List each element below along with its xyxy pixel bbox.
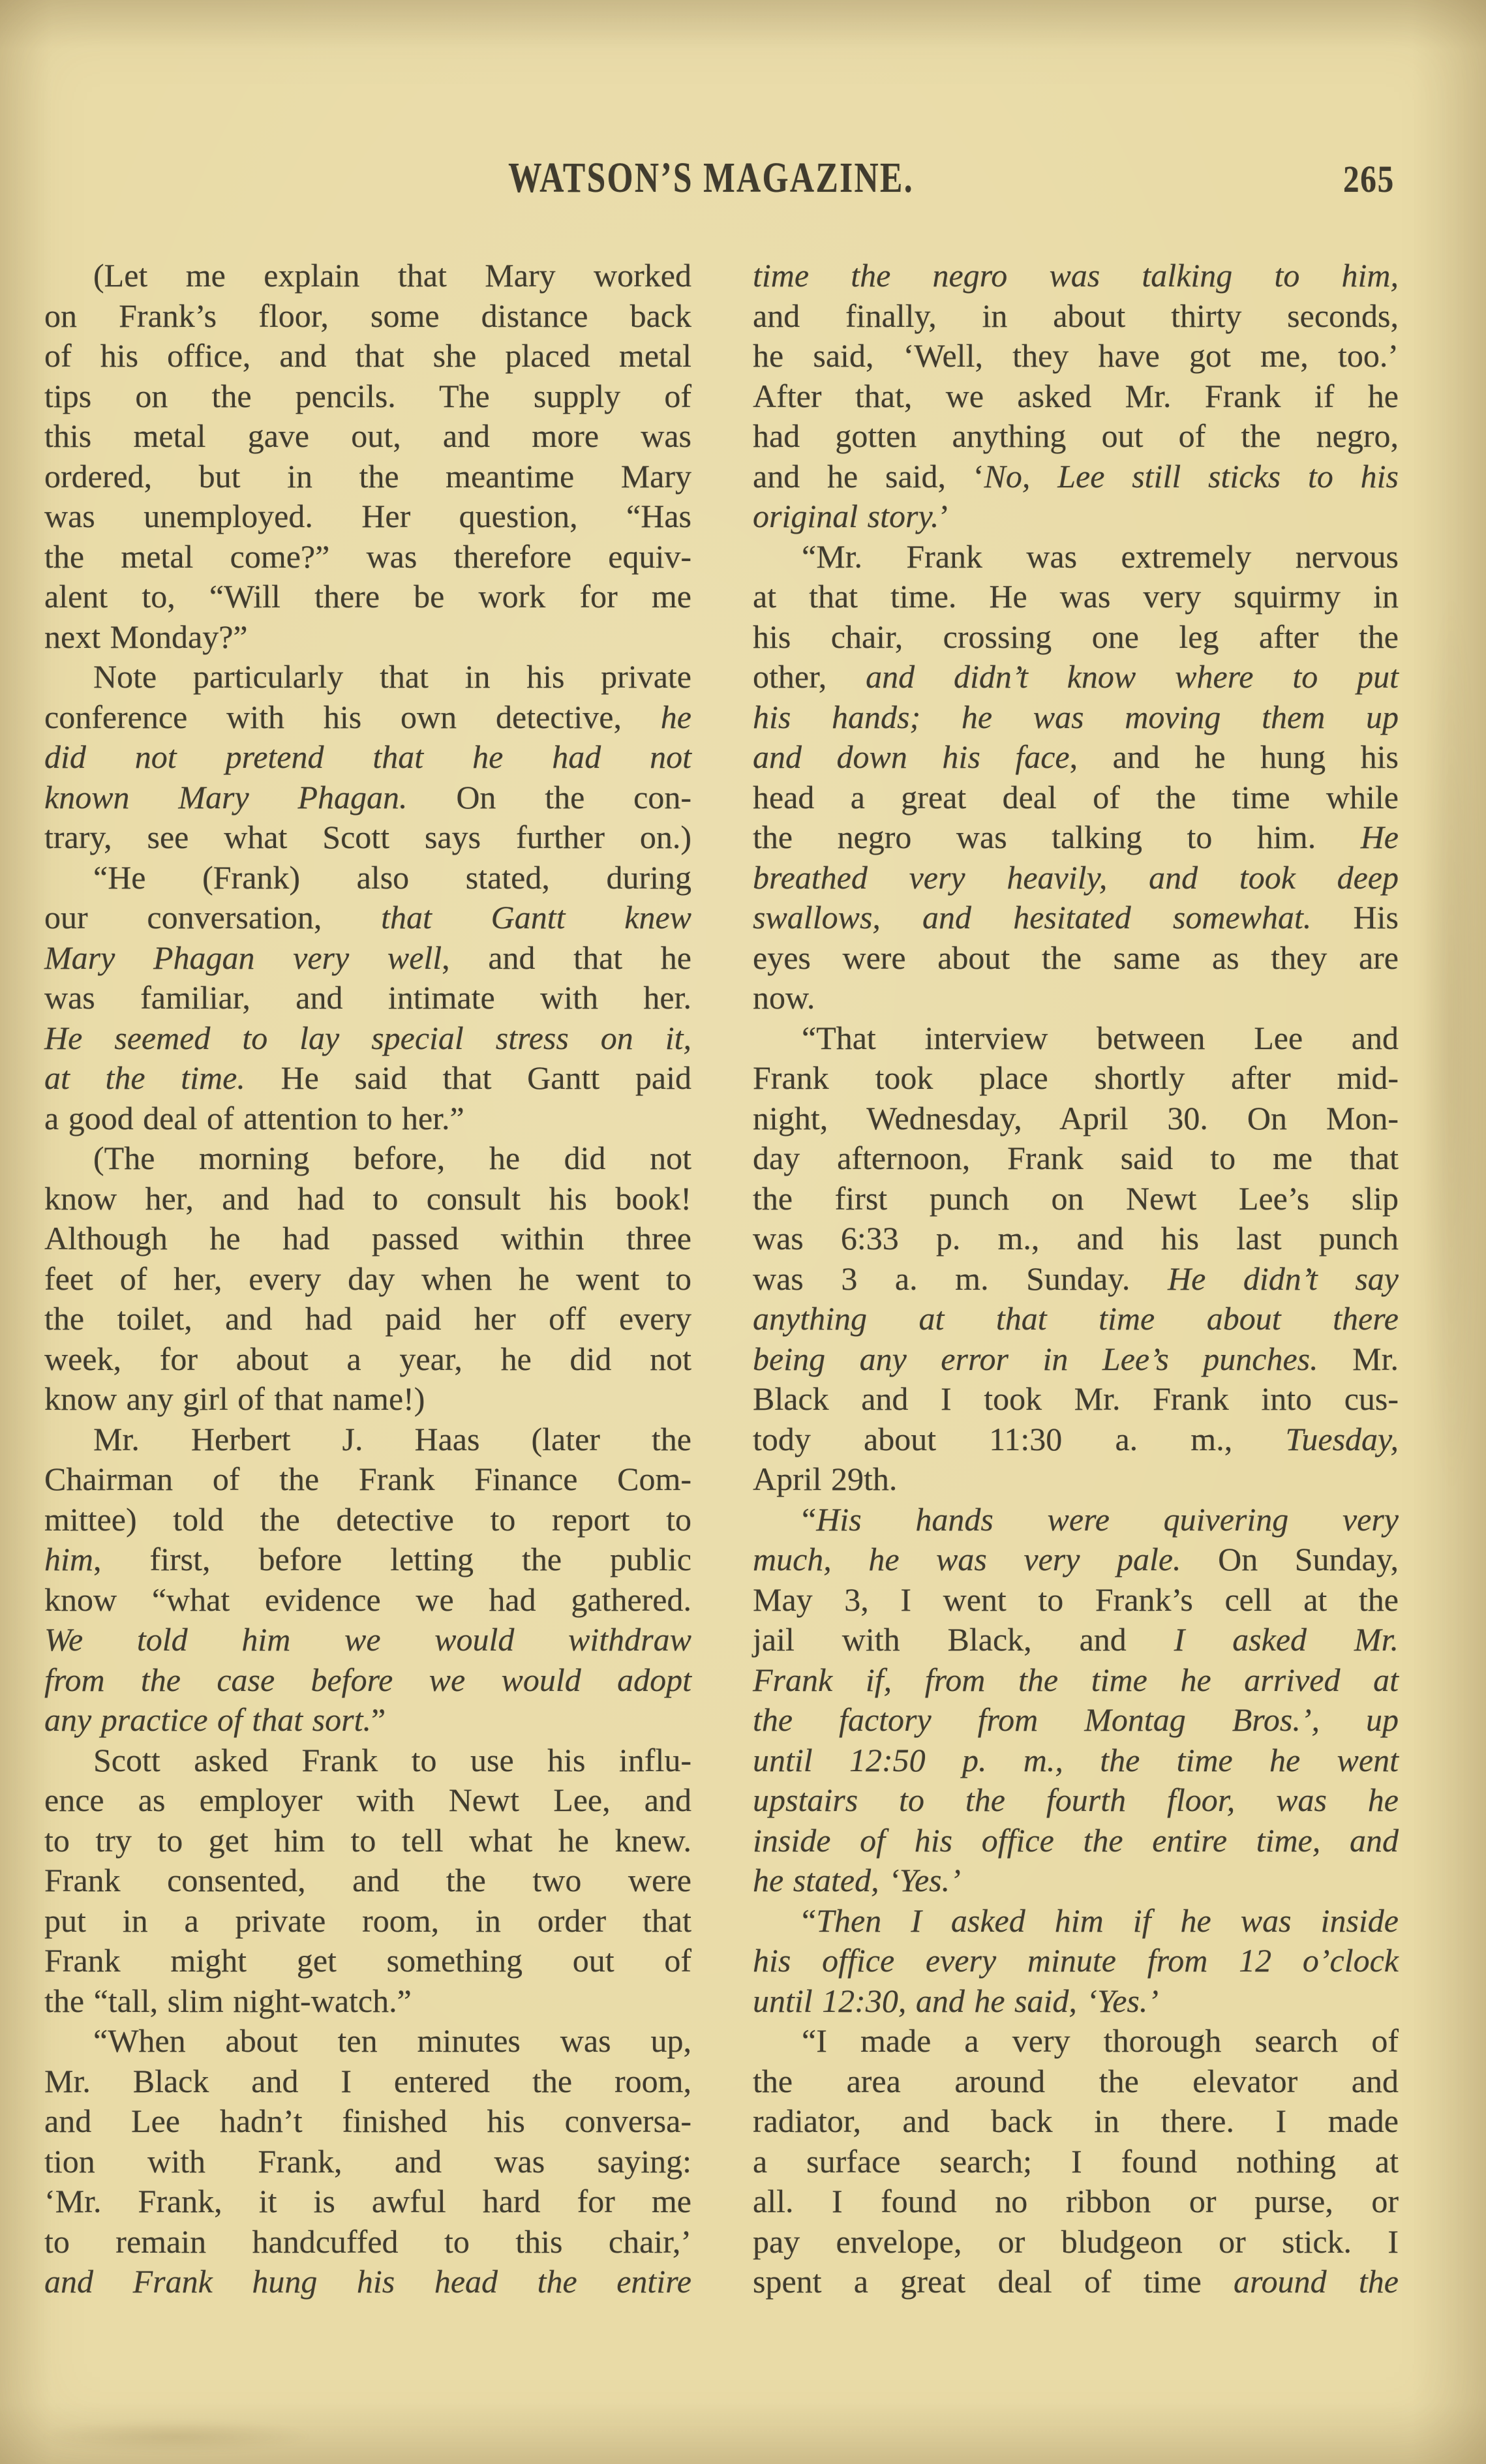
- text-line: know her, and had to consult his book!: [44, 1179, 691, 1217]
- text-line: and down his face, and he hung his: [753, 738, 1399, 775]
- text-line: (The morning before, he did not: [93, 1140, 691, 1176]
- text-line: Black and I took Mr. Frank into cus-: [753, 1380, 1399, 1417]
- text-line: April 29th.: [753, 1461, 898, 1497]
- text-line: to remain handcuffed to this chair,’: [44, 2223, 691, 2260]
- paper-smudge: [39, 2420, 313, 2453]
- text-line: Frank if, from the time he arrived at: [753, 1661, 1399, 1698]
- text-line: trary, see what Scott says further on.): [44, 819, 691, 855]
- text-line: Frank took place shortly after mid-: [753, 1059, 1399, 1096]
- text-line: May 3, I went to Frank’s cell at the: [753, 1581, 1399, 1618]
- text-line: other, and didn’t know where to put: [753, 658, 1399, 695]
- text-line: and Frank hung his head the entire: [44, 2263, 691, 2300]
- text-line: time the negro was talking to him,: [753, 257, 1399, 294]
- text-line: “I made a very thorough search of: [802, 2022, 1399, 2059]
- text-line: tody about 11:30 a. m., Tuesday,: [753, 1420, 1399, 1457]
- text-line: known Mary Phagan. On the con-: [44, 778, 691, 815]
- text-line: eyes were about the same as they are: [753, 939, 1399, 976]
- text-line: the first punch on Newt Lee’s slip: [753, 1179, 1399, 1217]
- text-line: “He (Frank) also stated, during: [93, 859, 691, 896]
- text-line: day afternoon, Frank said to me that: [753, 1140, 1399, 1176]
- text-line: tips on the pencils. The supply of: [44, 377, 691, 414]
- text-line: head a great deal of the time while: [753, 778, 1399, 815]
- text-line: from the case before we would adopt: [44, 1661, 691, 1698]
- column-right: [753, 256, 1399, 2302]
- text-line: jail with Black, and I asked Mr.: [753, 1621, 1399, 1658]
- text-line: our conversation, that Gantt knew: [44, 899, 691, 935]
- magazine-title: WATSON’S MAGAZINE.: [508, 154, 914, 202]
- text-line: ordered, but in the meantime Mary: [44, 457, 691, 494]
- text-line: his chair, crossing one leg after the: [753, 618, 1399, 655]
- text-line: “When about ten minutes was up,: [93, 2022, 691, 2059]
- text-line: this metal gave out, and more was: [44, 418, 691, 454]
- text-line: radiator, and back in there. I made: [753, 2103, 1399, 2139]
- text-line: the toilet, and had paid her off every: [44, 1300, 691, 1337]
- text-line: conference with his own detective, he: [44, 698, 691, 735]
- text-line: much, he was very pale. On Sunday,: [753, 1541, 1399, 1577]
- text-line: at that time. He was very squirmy in: [753, 578, 1399, 615]
- text-line: put in a private room, in order that: [44, 1902, 691, 1939]
- text-line: mittee) told the detective to report to: [44, 1500, 691, 1538]
- text-line: ‘Mr. Frank, it is awful hard for me: [44, 2183, 691, 2219]
- text-line: Although he had passed within three: [44, 1220, 691, 1256]
- page-number: 265: [1342, 158, 1395, 200]
- text-line: upstairs to the fourth floor, was he: [753, 1782, 1399, 1818]
- text-line: week, for about a year, he did not: [44, 1340, 691, 1377]
- text-line: and he said, ‘No, Lee still sticks to his: [753, 457, 1399, 494]
- text-line: of his office, and that she placed metal: [44, 337, 691, 374]
- text-line: “Mr. Frank was extremely nervous: [802, 538, 1399, 575]
- text-line: now.: [753, 979, 815, 1016]
- text-line: pay envelope, or bludgeon or stick. I: [753, 2223, 1399, 2260]
- text-line: he said, ‘Well, they have got me, too.’: [753, 337, 1399, 374]
- text-line: to try to get him to tell what he knew.: [44, 1821, 691, 1859]
- text-line: his hands; he was moving them up: [753, 698, 1399, 735]
- text-line: was 3 a. m. Sunday. He didn’t say: [753, 1260, 1399, 1297]
- text-line: ence as employer with Newt Lee, and: [44, 1782, 691, 1818]
- text-line: breathed very heavily, and took deep: [753, 859, 1399, 896]
- text-line: the negro was talking to him. He: [753, 819, 1399, 855]
- text-line: the area around the elevator and: [753, 2062, 1399, 2099]
- text-line: inside of his office the entire time, and: [753, 1821, 1399, 1859]
- text-line: the factory from Montag Bros.’, up: [753, 1701, 1399, 1738]
- text-line: his office every minute from 12 o’clock: [753, 1942, 1399, 1979]
- text-line: Frank might get something out of: [44, 1942, 691, 1979]
- text-line: and Lee hadn’t finished his conversa-: [44, 2103, 691, 2139]
- text-line: the “tall, slim night-watch.”: [44, 1982, 412, 2019]
- text-line: Mary Phagan very well, and that he: [44, 939, 691, 976]
- text-line: at the time. He said that Gantt paid: [44, 1059, 691, 1096]
- text-line: After that, we asked Mr. Frank if he: [753, 377, 1399, 414]
- text-line: know any girl of that name!): [44, 1380, 425, 1417]
- text-line: on Frank’s floor, some distance back: [44, 297, 691, 334]
- text-line: original story.’: [753, 498, 950, 534]
- text-line: did not pretend that he had not: [44, 738, 691, 775]
- text-line: any practice of that sort.”: [44, 1701, 386, 1738]
- text-line: him, first, before letting the public: [44, 1541, 691, 1577]
- text-line: and finally, in about thirty seconds,: [753, 297, 1399, 334]
- text-line: We told him we would withdraw: [44, 1621, 691, 1658]
- text-line: night, Wednesday, April 30. On Mon-: [753, 1099, 1399, 1136]
- text-line: (Let me explain that Mary worked: [93, 257, 691, 294]
- text-line: was familiar, and intimate with her.: [44, 979, 691, 1016]
- text-line: “His hands were quivering very: [802, 1500, 1399, 1538]
- text-line: a good deal of attention to her.”: [44, 1099, 464, 1136]
- text-line: was unemployed. Her question, “Has: [44, 498, 691, 534]
- text-line: spent a great deal of time around the: [753, 2263, 1399, 2300]
- text-line: a surface search; I found nothing at: [753, 2142, 1399, 2180]
- text-line: until 12:50 p. m., the time he went: [753, 1741, 1399, 1778]
- text-line: “That interview between Lee and: [802, 1019, 1399, 1056]
- text-line: know “what evidence we had gathered.: [44, 1581, 691, 1618]
- text-line: Note particularly that in his private: [93, 658, 691, 695]
- text-line: Mr. Herbert J. Haas (later the: [93, 1420, 691, 1457]
- text-line: Mr. Black and I entered the room,: [44, 2062, 691, 2099]
- text-line: Scott asked Frank to use his influ-: [93, 1741, 691, 1778]
- paper-edge-shadow: [1422, 587, 1481, 1500]
- text-line: he stated, ‘Yes.’: [753, 1862, 961, 1898]
- text-line: being any error in Lee’s punches. Mr.: [753, 1340, 1399, 1377]
- text-line: swallows, and hesitated somewhat. His: [753, 899, 1399, 935]
- text-line: until 12:30, and he said, ‘Yes.’: [753, 1982, 1159, 2019]
- text-line: all. I found no ribbon or purse, or: [753, 2183, 1399, 2219]
- text-line: tion with Frank, and was saying:: [44, 2142, 691, 2180]
- text-line: had gotten anything out of the negro,: [753, 418, 1399, 454]
- text-line: feet of her, every day when he went to: [44, 1260, 691, 1297]
- text-line: alent to, “Will there be work for me: [44, 578, 691, 615]
- text-line: He seemed to lay special stress on it,: [44, 1019, 691, 1056]
- text-line: next Monday?”: [44, 618, 248, 655]
- text-line: was 6:33 p. m., and his last punch: [753, 1220, 1399, 1256]
- column-left: [44, 256, 691, 2302]
- text-line: the metal come?” was therefore equiv-: [44, 538, 691, 575]
- text-line: Frank consented, and the two were: [44, 1862, 691, 1898]
- text-line: “Then I asked him if he was inside: [802, 1902, 1399, 1939]
- text-line: Chairman of the Frank Finance Com-: [44, 1461, 691, 1497]
- text-line: anything at that time about there: [753, 1300, 1399, 1337]
